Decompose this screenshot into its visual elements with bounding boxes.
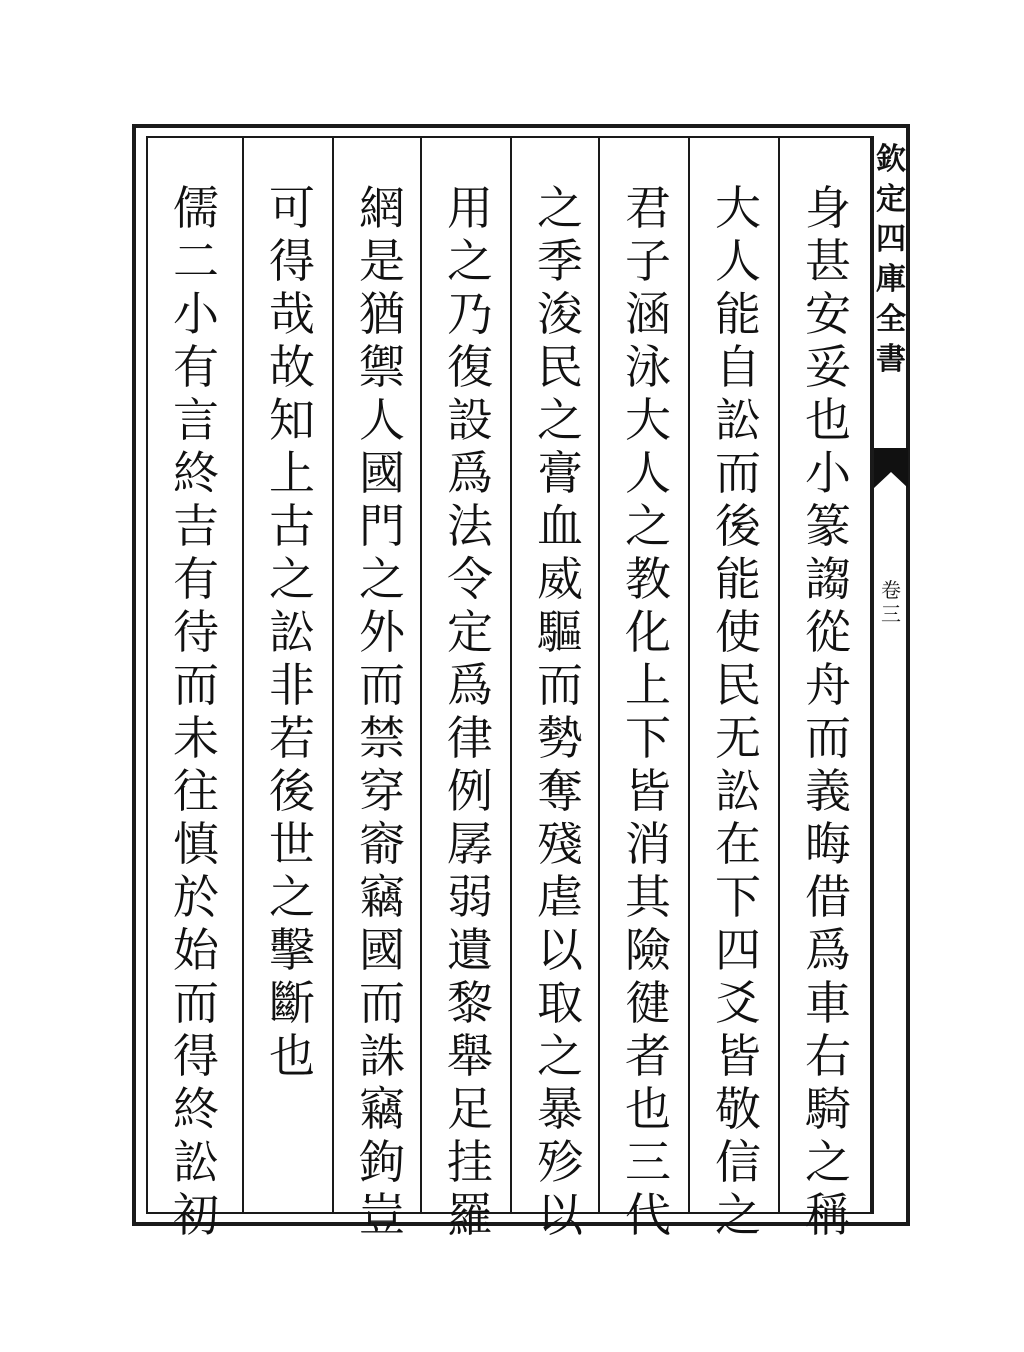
text-char: 訟 [715, 393, 761, 447]
text-char: 足 [447, 1082, 493, 1136]
text-char: 有 [173, 552, 219, 606]
text-char: 之 [269, 552, 315, 606]
title-char: 四 [876, 222, 906, 257]
text-char: 得 [173, 1029, 219, 1083]
text-char: 威 [537, 552, 583, 606]
text-column [524, 181, 596, 1242]
text-char: 之 [805, 1135, 851, 1189]
text-char: 設 [447, 393, 493, 447]
text-char: 下 [625, 711, 671, 765]
column-rule [242, 136, 244, 1214]
text-char: 四 [715, 923, 761, 977]
text-char: 而 [715, 446, 761, 500]
text-char: 暴 [537, 1082, 583, 1136]
text-char: 初 [173, 1188, 219, 1242]
text-char: 上 [269, 446, 315, 500]
text-char: 季 [537, 234, 583, 288]
text-char: 小 [805, 446, 851, 500]
text-char: 小 [173, 287, 219, 341]
text-char: 能 [715, 287, 761, 341]
text-char: 弱 [447, 870, 493, 924]
column-rule [332, 136, 334, 1214]
text-char: 之 [537, 181, 583, 235]
text-char: 皆 [625, 764, 671, 818]
text-column [612, 181, 684, 1242]
text-char: 往 [173, 764, 219, 818]
text-char: 騎 [805, 1082, 851, 1136]
text-char: 訟 [269, 605, 315, 659]
text-char: 擊 [269, 923, 315, 977]
text-char: 教 [625, 552, 671, 606]
volume-char: 卷 [881, 578, 901, 602]
text-char: 君 [625, 181, 671, 235]
text-char: 舟 [805, 658, 851, 712]
text-char: 晦 [805, 817, 851, 871]
text-char: 誅 [359, 1029, 405, 1083]
text-char: 有 [173, 340, 219, 394]
text-char: 禁 [359, 711, 405, 765]
text-char: 身 [805, 181, 851, 235]
text-char: 若 [269, 711, 315, 765]
text-char: 使 [715, 605, 761, 659]
text-char: 之 [537, 393, 583, 447]
text-char: 用 [447, 181, 493, 235]
text-char: 終 [173, 446, 219, 500]
text-char: 猶 [359, 287, 405, 341]
text-char: 國 [359, 446, 405, 500]
text-char: 之 [537, 1029, 583, 1083]
text-column [160, 181, 232, 1242]
text-char: 代 [625, 1188, 671, 1242]
text-char: 哉 [269, 287, 315, 341]
text-char: 定 [447, 605, 493, 659]
text-char: 也 [625, 1082, 671, 1136]
text-char: 勢 [537, 711, 583, 765]
text-char: 爲 [447, 446, 493, 500]
text-char: 慎 [173, 817, 219, 871]
text-char: 上 [625, 658, 671, 712]
text-char: 訟 [715, 764, 761, 818]
text-char: 奪 [537, 764, 583, 818]
text-char: 而 [173, 976, 219, 1030]
text-char: 例 [447, 764, 493, 818]
text-char: 未 [173, 711, 219, 765]
text-char: 窬 [359, 817, 405, 871]
text-char: 外 [359, 605, 405, 659]
text-char: 舉 [447, 1029, 493, 1083]
text-char: 在 [715, 817, 761, 871]
text-char: 人 [359, 393, 405, 447]
text-char: 殘 [537, 817, 583, 871]
text-char: 孱 [447, 817, 493, 871]
text-char: 妥 [805, 340, 851, 394]
text-char: 禦 [359, 340, 405, 394]
text-char: 黎 [447, 976, 493, 1030]
text-char: 而 [805, 711, 851, 765]
title-char: 欽 [876, 142, 906, 177]
text-char: 化 [625, 605, 671, 659]
text-char: 而 [173, 658, 219, 712]
volume-char: 三 [881, 602, 901, 626]
text-char: 儒 [173, 181, 219, 235]
title-char: 定 [876, 182, 906, 217]
text-char: 律 [447, 711, 493, 765]
text-char: 以 [537, 1188, 583, 1242]
column-rule [688, 136, 690, 1214]
text-char: 險 [625, 923, 671, 977]
text-char: 竊 [359, 870, 405, 924]
text-char: 之 [447, 234, 493, 288]
text-char: 遺 [447, 923, 493, 977]
text-char: 人 [715, 234, 761, 288]
text-char: 之 [715, 1188, 761, 1242]
text-char: 知 [269, 393, 315, 447]
title-char: 書 [876, 342, 906, 377]
text-char: 自 [715, 340, 761, 394]
volume-label [874, 578, 908, 626]
text-char: 也 [269, 1029, 315, 1083]
text-char: 古 [269, 499, 315, 553]
text-char: 吉 [173, 499, 219, 553]
text-char: 爲 [805, 923, 851, 977]
text-char: 甚 [805, 234, 851, 288]
text-char: 其 [625, 870, 671, 924]
text-char: 膏 [537, 446, 583, 500]
column-rule [598, 136, 600, 1214]
text-column [434, 181, 506, 1242]
text-column [792, 181, 864, 1242]
text-char: 待 [173, 605, 219, 659]
text-char: 而 [359, 976, 405, 1030]
text-char: 民 [537, 340, 583, 394]
text-char: 二 [173, 234, 219, 288]
text-char: 羅 [447, 1188, 493, 1242]
text-char: 法 [447, 499, 493, 553]
text-char: 皆 [715, 1029, 761, 1083]
text-char: 之 [625, 499, 671, 553]
text-char: 人 [625, 446, 671, 500]
text-char: 也 [805, 393, 851, 447]
text-char: 始 [173, 923, 219, 977]
text-char: 大 [715, 181, 761, 235]
text-char: 義 [805, 764, 851, 818]
text-char: 門 [359, 499, 405, 553]
text-char: 令 [447, 552, 493, 606]
title-char: 庫 [876, 262, 906, 297]
book-title [874, 140, 908, 430]
text-char: 鉤 [359, 1135, 405, 1189]
text-char: 民 [715, 658, 761, 712]
text-char: 爻 [715, 976, 761, 1030]
text-char: 可 [269, 181, 315, 235]
text-char: 後 [715, 499, 761, 553]
text-char: 爲 [447, 658, 493, 712]
text-char: 得 [269, 234, 315, 288]
text-char: 篆 [805, 499, 851, 553]
text-char: 於 [173, 870, 219, 924]
column-rule [510, 136, 512, 1214]
text-char: 驅 [537, 605, 583, 659]
text-char: 而 [359, 658, 405, 712]
text-char: 訟 [173, 1135, 219, 1189]
text-char: 者 [625, 1029, 671, 1083]
text-char: 穿 [359, 764, 405, 818]
text-char: 終 [173, 1082, 219, 1136]
text-column [702, 181, 774, 1242]
text-char: 大 [625, 393, 671, 447]
text-char: 豈 [359, 1188, 405, 1242]
text-char: 安 [805, 287, 851, 341]
text-char: 三 [625, 1135, 671, 1189]
text-char: 虐 [537, 870, 583, 924]
text-char: 謅 [805, 552, 851, 606]
text-char: 能 [715, 552, 761, 606]
text-char: 借 [805, 870, 851, 924]
text-char: 以 [537, 923, 583, 977]
text-char: 故 [269, 340, 315, 394]
text-char: 无 [715, 711, 761, 765]
text-char: 血 [537, 499, 583, 553]
text-char: 泳 [625, 340, 671, 394]
text-char: 下 [715, 870, 761, 924]
text-char: 敬 [715, 1082, 761, 1136]
text-char: 而 [537, 658, 583, 712]
text-char: 斷 [269, 976, 315, 1030]
text-char: 竊 [359, 1082, 405, 1136]
text-char: 徤 [625, 976, 671, 1030]
text-char: 之 [269, 870, 315, 924]
text-char: 言 [173, 393, 219, 447]
text-char: 信 [715, 1135, 761, 1189]
title-char: 全 [876, 302, 906, 337]
text-column [346, 181, 418, 1242]
column-rule [778, 136, 780, 1214]
text-char: 乃 [447, 287, 493, 341]
column-rule [420, 136, 422, 1214]
text-char: 消 [625, 817, 671, 871]
text-char: 網 [359, 181, 405, 235]
text-char: 稱 [805, 1188, 851, 1242]
text-char: 浚 [537, 287, 583, 341]
text-char: 復 [447, 340, 493, 394]
text-char: 取 [537, 976, 583, 1030]
text-char: 車 [805, 976, 851, 1030]
text-char: 非 [269, 658, 315, 712]
text-char: 是 [359, 234, 405, 288]
text-column [256, 182, 328, 1212]
text-char: 世 [269, 817, 315, 871]
text-char: 涵 [625, 287, 671, 341]
text-char: 殄 [537, 1135, 583, 1189]
text-char: 子 [625, 234, 671, 288]
text-char: 之 [359, 552, 405, 606]
text-char: 國 [359, 923, 405, 977]
text-char: 挂 [447, 1135, 493, 1189]
text-char: 後 [269, 764, 315, 818]
text-char: 從 [805, 605, 851, 659]
text-char: 右 [805, 1029, 851, 1083]
